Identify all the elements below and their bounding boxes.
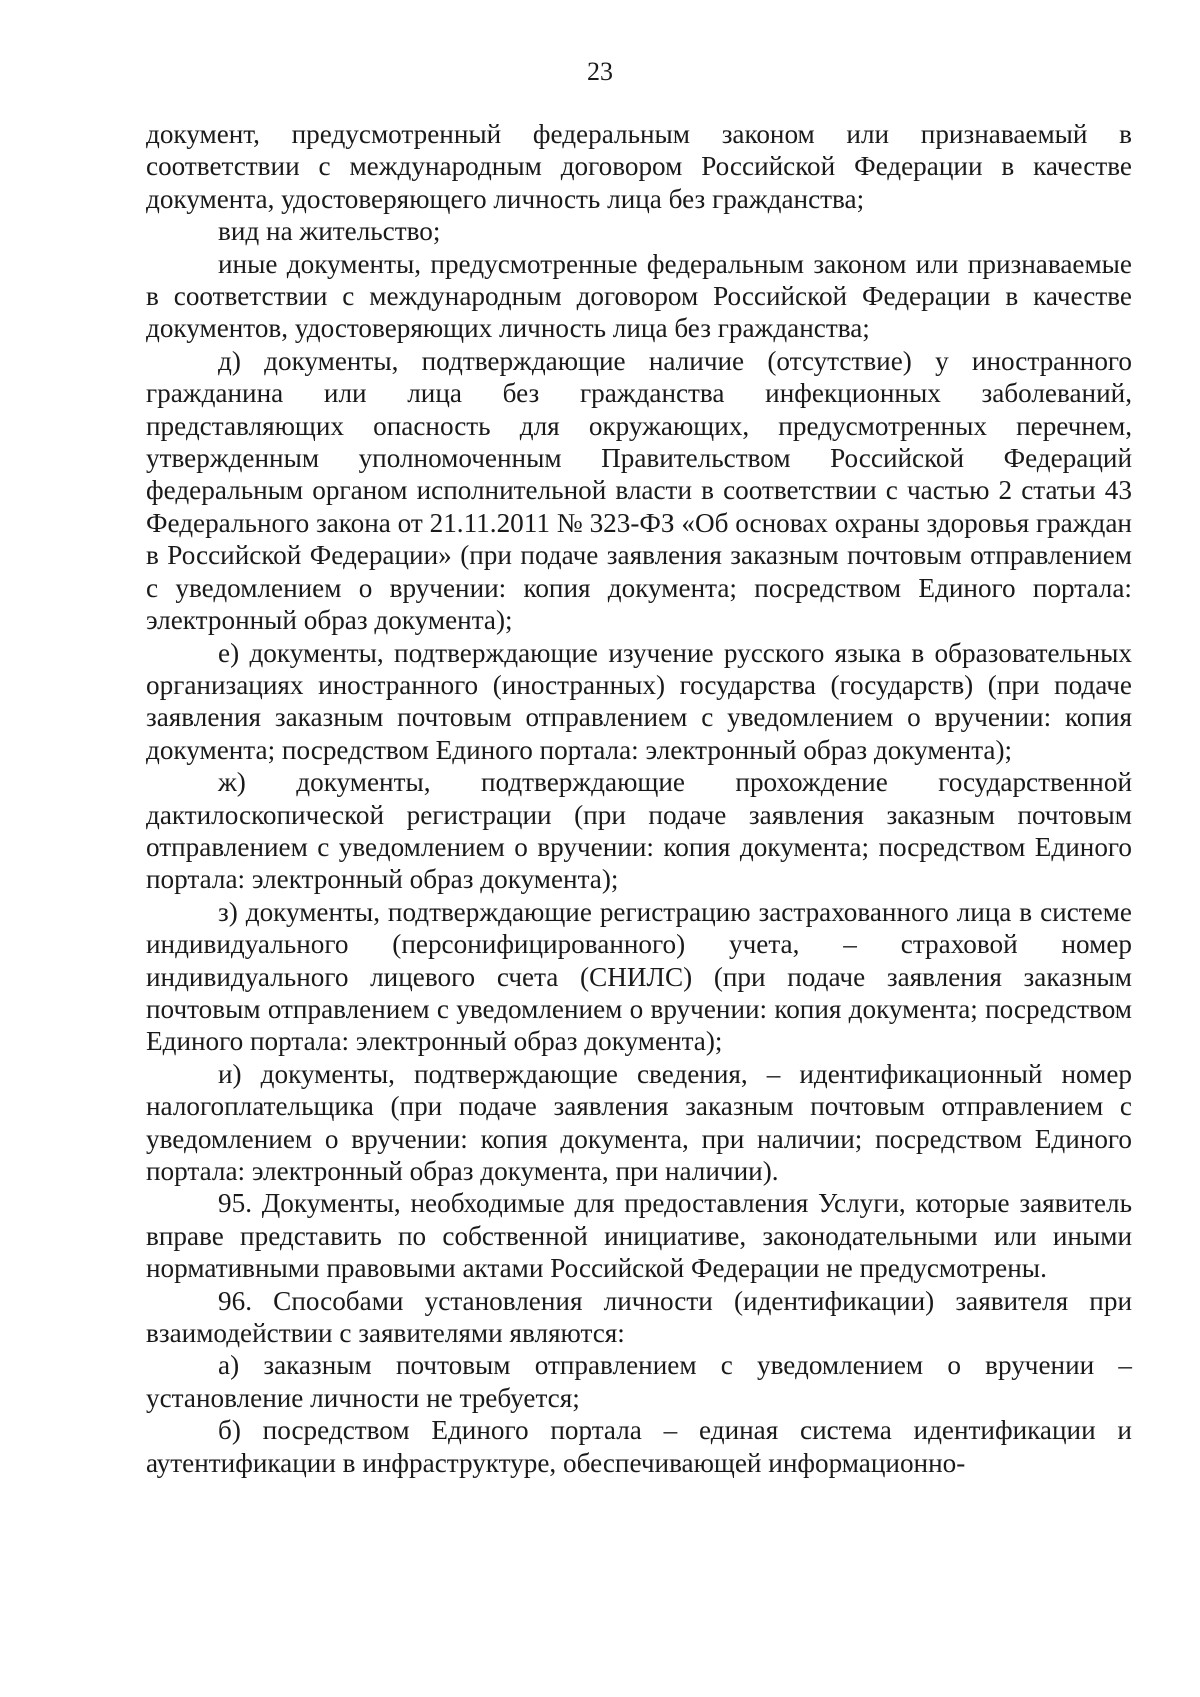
paragraph-item-b: б) посредством Единого портала – единая система идентификации и аутентификации в инфраструктуре, обеспечивающей информационно- [146, 1415, 1132, 1478]
paragraph-96: 96. Способами установления личности (идентификации) заявителя при взаимодействии с заявителями являются: [146, 1285, 1132, 1349]
paragraph-item-zh: ж) документы, подтверждающие прохождение государственной дактилоскопической регистрации (при подаче заявления заказным почтовым отправлением с уведомлением о вручении: копия документа; посредством Единого портала: электронный образ документа); [146, 767, 1132, 895]
document-body [146, 118, 1132, 1479]
paragraph-stateless-document: документ, предусмотренный федеральным законом или признаваемый в соответствии с международным договором Российской Федерации в качестве документа, удостоверяющего личность лица без гражданства; [146, 119, 1132, 214]
paragraph-95: 95. Документы, необходимые для предоставления Услуги, которые заявитель вправе представить по собственной инициативе, законодательными или иными нормативными правовыми актами Российской Федерации не предусмотрены. [146, 1188, 1132, 1284]
paragraph-residence-permit: вид на жительство; [218, 216, 441, 247]
paragraph-item-d: д) документы, подтверждающие наличие (отсутствие) у иностранного гражданина или лица без гражданства инфекционных заболеваний, представляющих опасность для окружающих, предусмотренных перечнем, утвержденным уполномоченным Правительством Российской Федераций федеральным органом исполнительной власти в соответствии с частью 2 статьи 43 Федерального закона от 21.11.2011 № 323-ФЗ «Об основах охраны здоровья граждан в Российской Федерации» (при подаче заявления заказным почтовым отправлением с уведомлением о вручении: копия документа; посредством Единого портала: электронный образ документа); [146, 345, 1132, 636]
paragraph-item-a: а) заказным почтовым отправлением с уведомлением о вручении – установление личности не требуется; [146, 1350, 1132, 1413]
paragraph-item-z: з) документы, подтверждающие регистрацию застрахованного лица в системе индивидуального (персонифицированного) учета, – страховой номер индивидуального лицевого счета (СНИЛС) (при подаче заявления заказным почтовым отправлением с уведомлением о вручении: копия документа; посредством Единого портала: электронный образ документа); [146, 896, 1132, 1057]
page-number: 23 [587, 57, 613, 86]
paragraph-other-documents: иные документы, предусмотренные федеральным законом или признаваемые в соответствии с международным договором Российской Федерации в качестве документов, удостоверяющих личность лица без гражданства; [146, 248, 1132, 344]
paragraph-item-e: е) документы, подтверждающие изучение русского языка в образовательных организациях иностранного (иностранных) государства (государств) (при подаче заявления заказным почтовым отправлением с уведомлением о вручении: копия документа; посредством Единого портала: электронный образ документа); [146, 637, 1132, 765]
paragraph-item-i: и) документы, подтверждающие сведения, – идентификационный номер налогоплательщика (при подаче заявления заказным почтовым отправлением с уведомлением о вручении: копия документа, при наличии; посредством Единого портала: электронный образ документа, при наличии). [146, 1058, 1132, 1186]
